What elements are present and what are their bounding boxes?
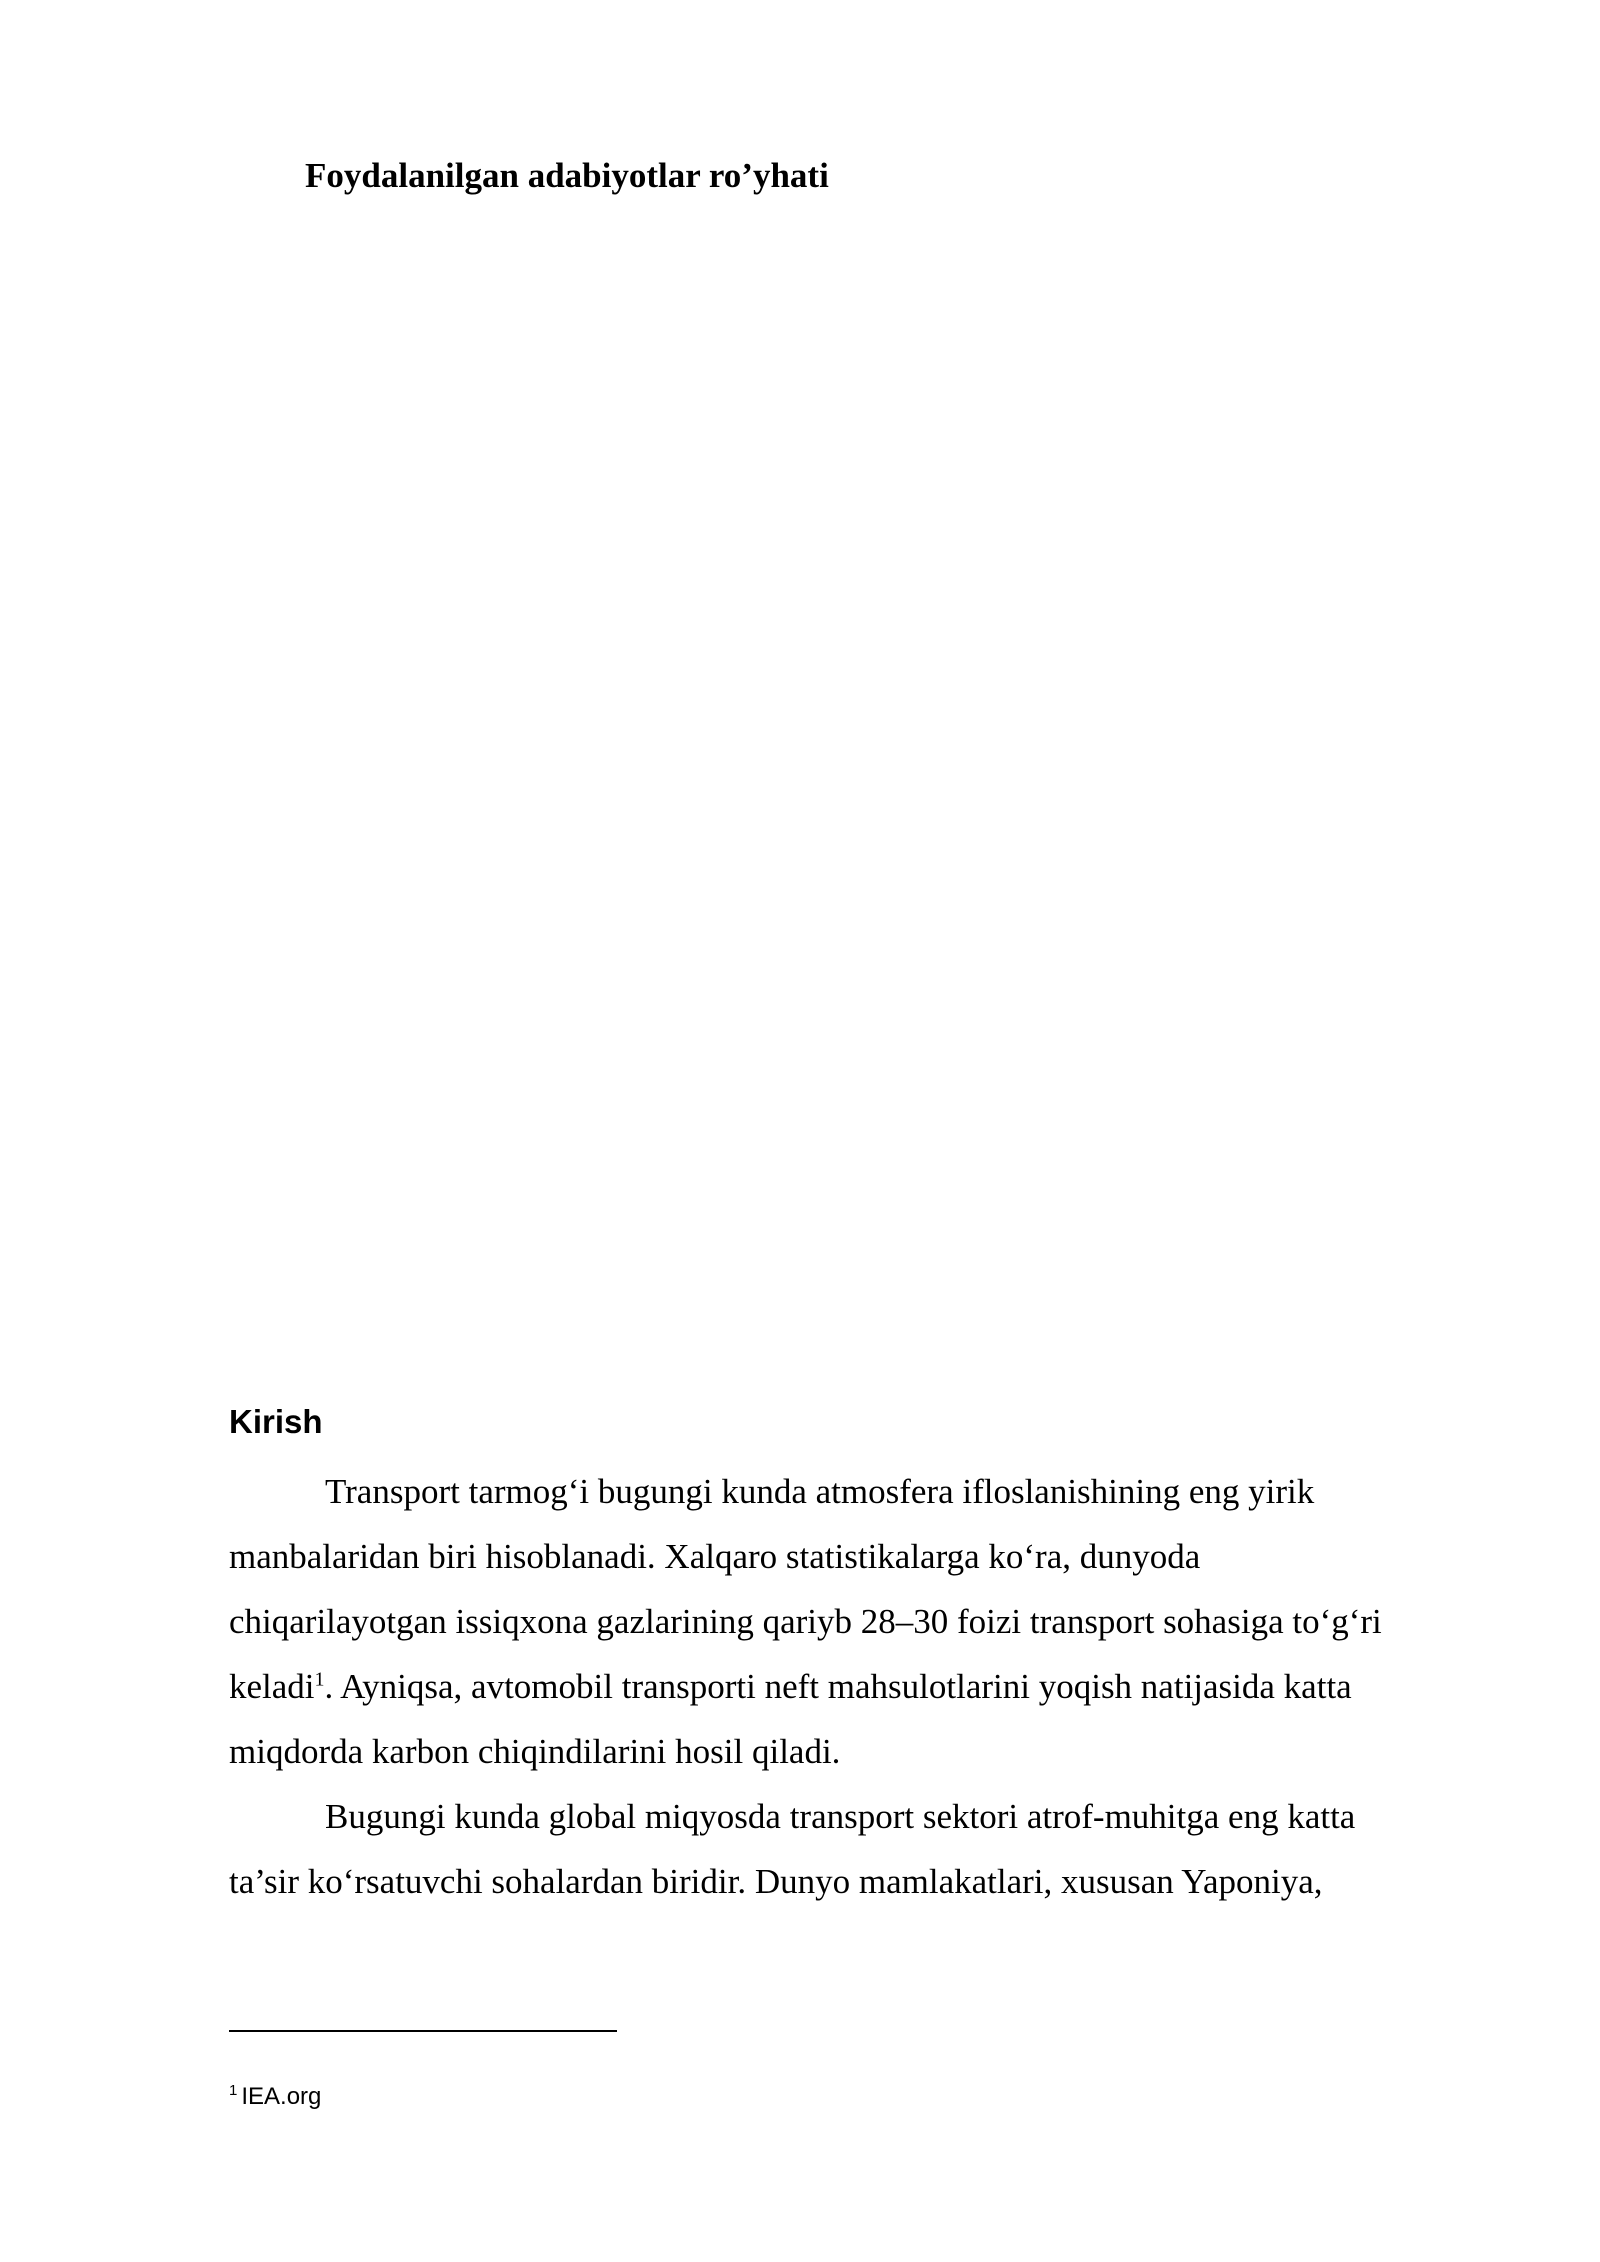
footnote — [229, 2080, 321, 2114]
paragraph-text: keladi — [229, 1667, 315, 1706]
footnote-reference: 1 — [314, 1668, 325, 1691]
section-heading: Kirish — [229, 1403, 323, 1440]
paragraph-line: manbalaridan biri hisoblanadi. Xalqaro statistikalarga ko‘ra, dunyoda — [229, 1537, 1201, 1576]
paragraph-line: Bugungi kunda global miqyosda transport sektori atrof-muhitga eng katta — [325, 1797, 1356, 1836]
page-title: Foydalanilgan adabiyotlar ro’yhati — [305, 156, 829, 195]
footnote-number: 1 — [229, 2082, 238, 2099]
footnote-separator — [229, 2030, 617, 2032]
paragraph-line — [229, 1661, 1352, 1713]
paragraph-line: miqdorda karbon chiqindilarini hosil qiladi. — [229, 1732, 841, 1771]
paragraph-text: . Ayniqsa, avtomobil transporti neft mahsulotlarini yoqish natijasida katta — [324, 1667, 1352, 1706]
paragraph-line: chiqarilayotgan issiqxona gazlarining qariyb 28–30 foizi transport sohasiga to‘g‘ri — [229, 1602, 1382, 1641]
paragraph-line: Transport tarmog‘i bugungi kunda atmosfera ifloslanishining eng yirik — [325, 1472, 1315, 1511]
footnote-text: IEA.org — [241, 2083, 322, 2110]
paragraph-line: ta’sir ko‘rsatuvchi sohalardan biridir. Dunyo mamlakatlari, xususan Yaponiya, — [229, 1862, 1323, 1901]
